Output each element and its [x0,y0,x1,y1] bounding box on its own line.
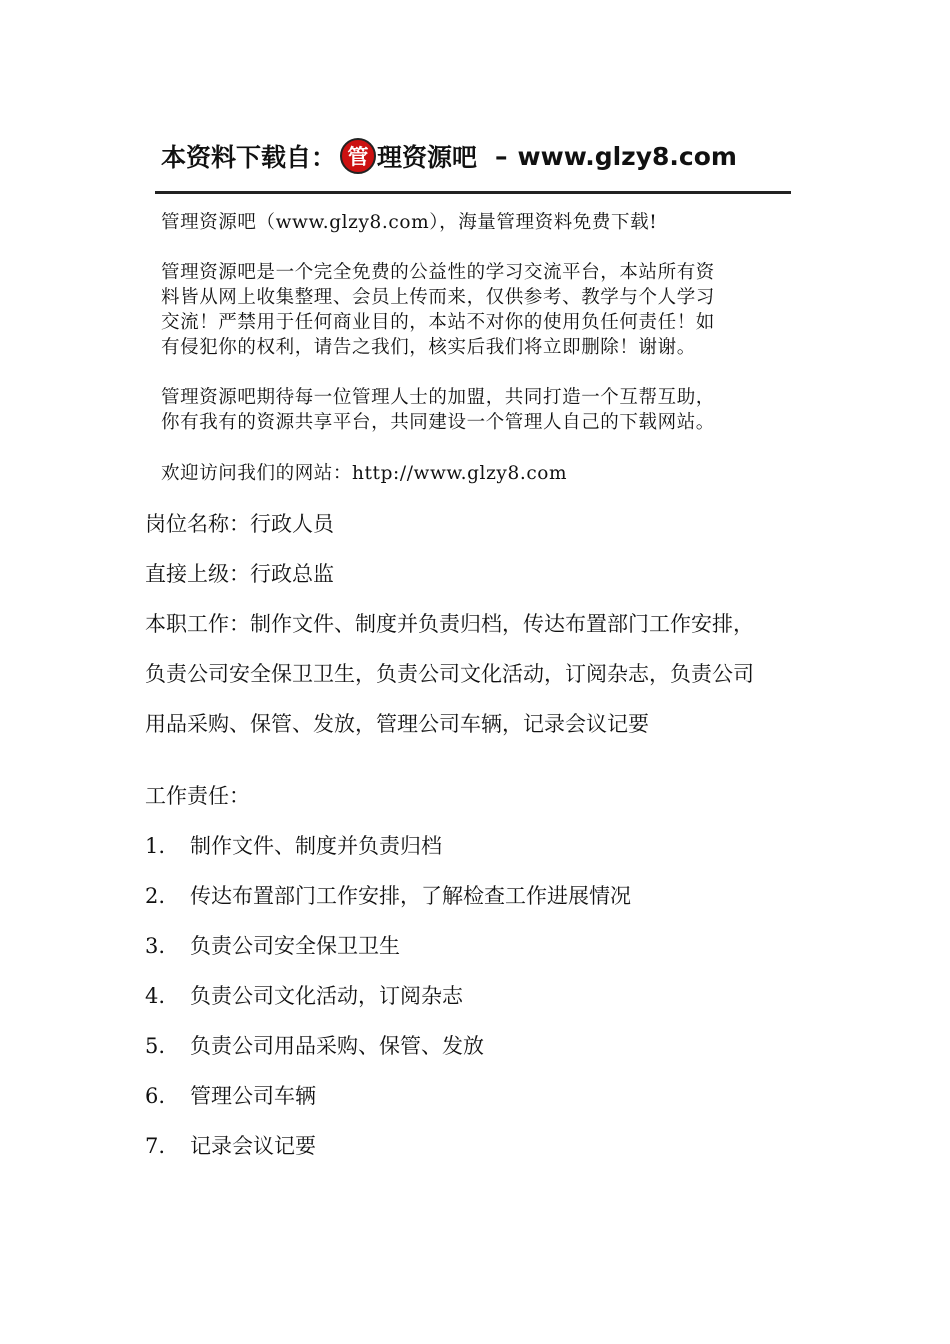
list-text: 记录会议记要 [190,1134,316,1158]
banner-line: 料皆从网上收集整理、会员上传而来，仅供参考、教学与个人学习 [161,287,715,308]
duty-line-2: 负责公司安全保卫卫生，负责公司文化活动，订阅杂志，负责公司 [145,662,754,686]
list-text: 负责公司安全保卫卫生 [190,934,400,958]
list-item [145,882,631,910]
banner-line: 交流！严禁用于任何商业目的，本站不对你的使用负任何责任！如 [161,312,715,333]
duty-line-3: 用品采购、保管、发放，管理公司车辆，记录会议记要 [145,712,649,736]
list-text: 负责公司用品采购、保管、发放 [190,1034,484,1058]
banner-divider [155,191,791,194]
banner-site: www.glzy8.com [517,141,737,171]
list-item [145,932,400,960]
list-number: 2. [145,884,166,908]
list-item [145,982,463,1010]
list-item [145,1032,484,1060]
banner-paragraph-4 [161,461,567,486]
list-text: 传达布置部门工作安排，了解检查工作进展情况 [190,884,631,908]
banner-prefix: 本资料下载自： [161,143,337,172]
banner-line: 管理资源吧（www.glzy8.com），海量管理资料免费下载! [161,212,658,233]
list-item [145,832,442,860]
brand-name: 理资源吧 [377,143,478,172]
list-number: 3. [145,934,166,958]
banner-line: 欢迎访问我们的网站：http://www.glzy8.com [161,463,568,484]
list-number: 6. [145,1084,166,1108]
banner-line: 你有我有的资源共享平台，共同建设一个管理人自己的下载网站。 [161,412,715,433]
brand-logo-icon: 管 [340,138,376,174]
list-number: 5. [145,1034,166,1058]
position-title: 岗位名称：行政人员 [145,512,334,536]
banner-paragraph-1 [161,210,657,235]
list-text: 制作文件、制度并负责归档 [190,834,442,858]
direct-superior: 直接上级：行政总监 [145,562,334,586]
banner-paragraph-2 [161,260,715,360]
list-item [145,1132,316,1160]
list-item [145,1082,316,1110]
banner-line: 管理资源吧期待每一位管理人士的加盟，共同打造一个互帮互助， [161,387,715,408]
responsibility-heading: 工作责任： [145,784,250,808]
banner-dash: – [495,141,508,171]
banner-paragraph-3 [161,385,715,435]
banner-header [161,134,791,178]
download-banner [155,128,795,488]
banner-line: 管理资源吧是一个完全免费的公益性的学习交流平台，本站所有资 [161,262,715,283]
banner-line: 有侵犯你的权利，请告之我们，核实后我们将立即删除！谢谢。 [161,337,696,358]
list-text: 管理公司车辆 [190,1084,316,1108]
list-number: 1. [145,834,166,858]
list-number: 4. [145,984,166,1008]
list-text: 负责公司文化活动，订阅杂志 [190,984,463,1008]
list-number: 7. [145,1134,166,1158]
duty-line-1: 本职工作：制作文件、制度并负责归档，传达布置部门工作安排， [145,612,754,636]
